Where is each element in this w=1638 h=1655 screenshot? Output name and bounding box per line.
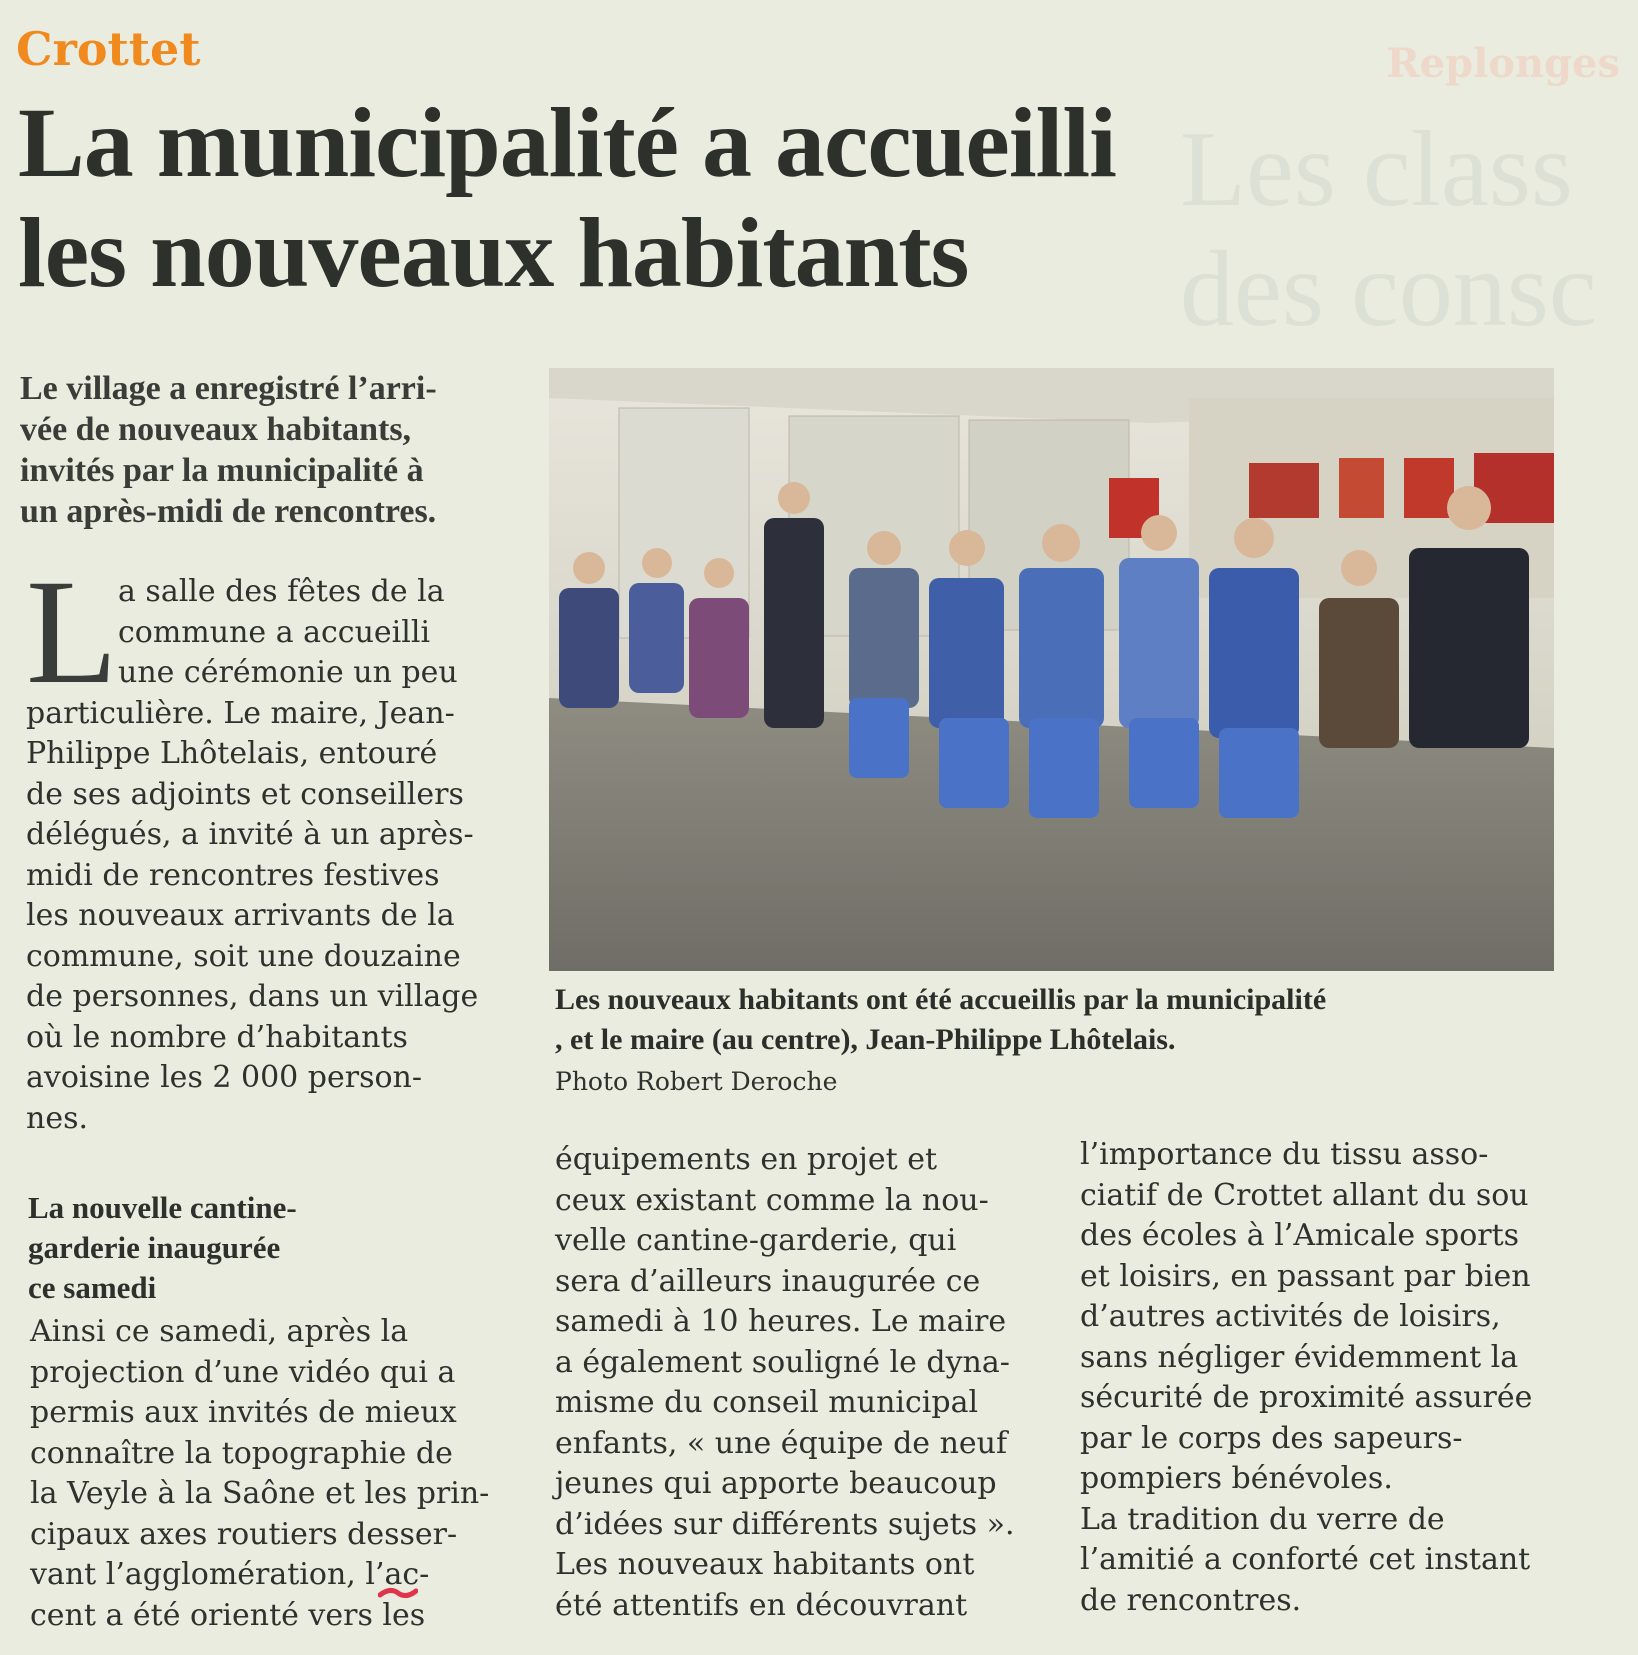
body-line: sans négliger évidemment la [1080, 1339, 1519, 1375]
body-line: les nouveaux arrivants de la [26, 898, 455, 933]
body-line: a également souligné le dyna- [555, 1344, 1010, 1380]
body-column-2 [555, 1140, 1035, 1626]
body-column-1 [26, 549, 511, 1139]
body-line: midi de rencontres festives [26, 857, 440, 893]
body-line: Ainsi ce samedi, après la [30, 1314, 409, 1349]
article-photo [549, 368, 1554, 971]
body-line: jeunes qui apporte beaucoup [555, 1466, 997, 1501]
headline-line: La municipalité a accueilli [18, 87, 1116, 198]
body-line: nes. [26, 1100, 89, 1136]
lead-line: vée de nouveaux habitants, [20, 411, 412, 448]
red-pen-mark [378, 1585, 418, 1603]
bleed-through-line: des consc [1180, 230, 1597, 349]
body-line: été attentifs en découvrant [555, 1587, 968, 1623]
body-line: équipements en projet et [555, 1142, 938, 1177]
bleed-through-rubric: Replonges [1386, 40, 1620, 87]
body-line: Philippe Lhôtelais, entouré [26, 736, 438, 771]
lead-line: Le village a enregistré l’arri- [20, 370, 437, 407]
body-line: commune, soit une douzaine [26, 938, 461, 974]
body-line: velle cantine-garderie, qui [555, 1223, 957, 1258]
subheading-line: garderie inaugurée [28, 1230, 281, 1265]
section-rubric: Crottet [16, 22, 201, 76]
body-line: délégués, a invité à un après- [26, 817, 474, 852]
body-column-3 [1080, 1135, 1575, 1621]
body-line: Les nouveaux habitants ont [555, 1547, 975, 1582]
body-line: de personnes, dans un village [26, 979, 479, 1014]
body-line: cent a été orienté vers les [30, 1597, 426, 1633]
caption-line: , et le maire (au centre), Jean-Philippe Lhôtelais. [555, 1023, 1176, 1056]
body-line: et loisirs, en passant par bien [1080, 1258, 1531, 1294]
subheading [28, 1188, 488, 1308]
body-line: des écoles à l’Amicale sports [1080, 1218, 1520, 1253]
subheading-line: La nouvelle cantine- [28, 1190, 297, 1225]
body-line: sera d’ailleurs inaugurée ce [555, 1263, 981, 1299]
body-line: particulière. Le maire, Jean- [26, 695, 455, 731]
body-line: sécurité de proximité assurée [1080, 1380, 1533, 1415]
body-line: la Veyle à la Saône et les prin- [30, 1476, 490, 1511]
body-line: pompiers bénévoles. [1080, 1461, 1393, 1496]
body-line: enfants, « une équipe de neuf [555, 1425, 1008, 1461]
bleed-through-line: Les class [1180, 110, 1573, 229]
body-line: ciatif de Crottet allant du sou [1080, 1177, 1529, 1213]
body-line: connaître la topographie de [30, 1435, 453, 1471]
body-line: où le nombre d’habitants [26, 1019, 408, 1055]
body-line: l’amitié a conforté cet instant [1080, 1542, 1531, 1577]
lead-line: un après-midi de rencontres. [20, 493, 437, 530]
body-line: permis aux invités de mieux [30, 1395, 457, 1430]
article-lead [20, 368, 510, 532]
body-line: une cérémonie un peu [118, 655, 458, 690]
group-photo-illustration [549, 368, 1554, 971]
photo-caption [555, 980, 1565, 1060]
subheading-line: ce samedi [28, 1270, 157, 1305]
body-line: commune a accueilli [118, 614, 431, 650]
body-line: d’idées sur différents sujets ». [555, 1506, 1015, 1542]
body-line: de ses adjoints et conseillers [26, 776, 464, 812]
photo-credit: Photo Robert Deroche [555, 1067, 838, 1096]
body-line: samedi à 10 heures. Le maire [555, 1304, 1007, 1339]
body-line: vant l’agglomération, l’ac- [30, 1557, 430, 1592]
drop-cap: L [26, 549, 118, 715]
body-line: a salle des fêtes de la [118, 574, 445, 609]
body-line: projection d’une vidéo qui a [30, 1354, 456, 1390]
body-line: par le corps des sapeurs- [1080, 1420, 1463, 1456]
body-line: de rencontres. [1080, 1582, 1302, 1618]
body-line: La tradition du verre de [1080, 1501, 1445, 1537]
body-column-1-continued [30, 1312, 515, 1636]
body-line: avoisine les 2 000 person- [26, 1060, 423, 1095]
lead-line: invités par la municipalité à [20, 452, 424, 489]
body-line: ceux existant comme la nou- [555, 1182, 989, 1218]
article-headline [18, 88, 1238, 308]
headline-line: les nouveaux habitants [18, 197, 969, 308]
body-line: cipaux axes routiers desser- [30, 1516, 458, 1552]
body-line: d’autres activités de loisirs, [1080, 1299, 1501, 1334]
bleed-through-headline [1180, 110, 1620, 350]
body-line: misme du conseil municipal [555, 1385, 979, 1420]
body-line: l’importance du tissu asso- [1080, 1137, 1489, 1172]
caption-line: Les nouveaux habitants ont été accueillis par la municipalité [555, 983, 1327, 1016]
